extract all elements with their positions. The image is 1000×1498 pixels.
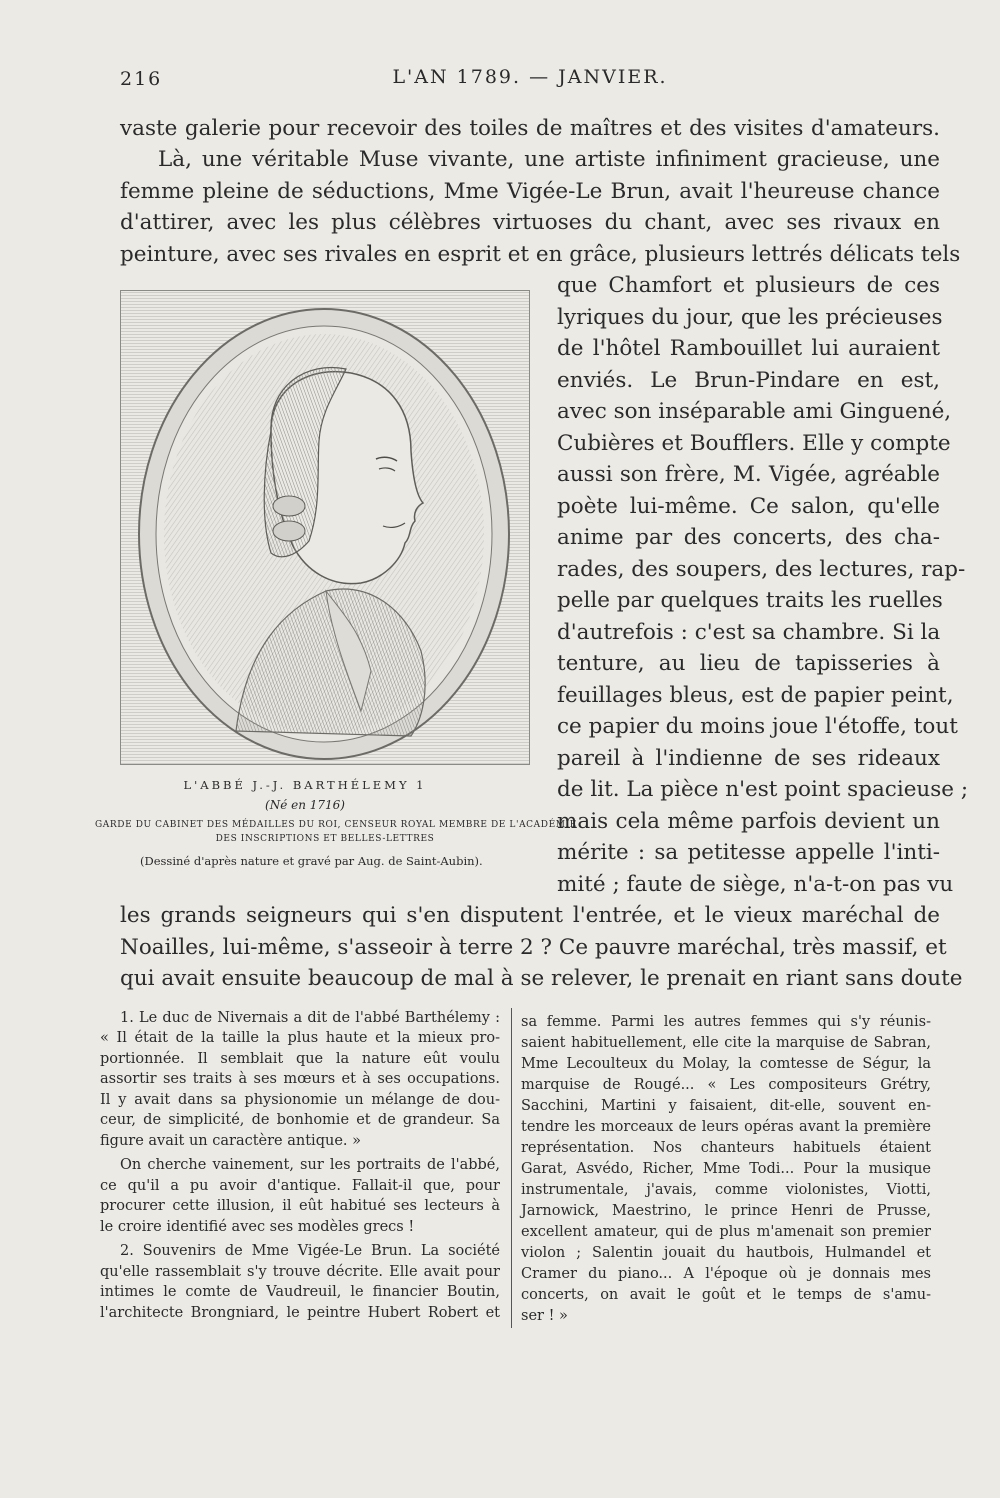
footnote-column-divider [511,1008,512,1328]
body-line: pareil à l'indienne de ses rideaux [557,746,940,771]
body-line: Là, une véritable Muse vivante, une artiste infiniment gracieuse, une [158,147,940,172]
body-line: enviés. Le Brun-Pindare en est, [557,368,940,393]
body-line: peinture, avec ses rivales en esprit et en grâce, plusieurs lettrés délicats tels [120,242,961,267]
footnote-line: excellent amateur, qui de plus m'amenait son premier [521,1224,931,1240]
footnote-line: Jarnowick, Maestrino, le prince Henri de Prusse, [521,1203,931,1219]
footnote-line: instrumentale, j'avais, comme violonistes, Viotti, [521,1182,931,1198]
caption-credit: (Dessiné d'après nature et gravé par Aug. de Saint-Aubin). [140,854,483,868]
caption-line: DES INSCRIPTIONS ET BELLES-LETTRES [215,834,435,844]
footnote-line: 1. Le duc de Nivernais a dit de l'abbé Barthélemy : [120,1010,500,1026]
footnote-line: Sacchini, Martini y faisaient, dit-elle, souvent en- [521,1098,931,1114]
footnote-line: Mme Lecoulteux du Molay, la comtesse de Ségur, la [521,1056,931,1072]
footnote-line: qu'elle rassemblait s'y trouve décrite. Elle avait pour [100,1264,500,1280]
footnote-line: l'architecte Brongniard, le peintre Hubert Robert et [100,1305,500,1321]
body-line: qui avait ensuite beaucoup de mal à se relever, le prenait en riant sans doute [120,966,963,991]
footnote-line: sa femme. Parmi les autres femmes qui s'y réunis- [521,1014,931,1030]
page-number: 216 [120,68,163,90]
footnote-line: ce qu'il a pu avoir d'antique. Fallait-il que, pour [100,1178,500,1194]
body-line: femme pleine de séductions, Mme Vigée-Le Brun, avait l'heureuse chance [120,179,940,204]
body-line: mité ; faute de siège, n'a-t-on pas vu [557,872,954,897]
running-head [120,66,940,96]
body-line: que Chamfort et plusieurs de ces [557,273,940,298]
body-line: les grands seigneurs qui s'en disputent l'entrée, et le vieux maréchal de [120,903,940,928]
body-line: poète lui-même. Ce salon, qu'elle [557,494,940,519]
body-line: feuillages bleus, est de papier peint, [557,683,954,708]
footnote-line: violon ; Salentin jouait du hautbois, Hulmandel et [521,1245,931,1261]
footnote-line: portionnée. Il semblait que la nature eût voulu [100,1051,500,1067]
footnote-line: figure avait un caractère antique. » [100,1133,361,1149]
footnote-line: tendre les morceaux de leurs opéras avant la première [521,1119,931,1135]
caption-born: (Né en 1716) [265,798,345,812]
footnote-line: 2. Souvenirs de Mme Vigée-Le Brun. La société [120,1243,500,1259]
body-line: tenture, au lieu de tapisseries à [557,651,940,676]
running-title: L'AN 1789. — JANVIER. [392,66,668,88]
footnote-line: « Il était de la taille la plus haute et la mieux pro- [100,1030,500,1046]
body-line: vaste galerie pour recevoir des toiles de maîtres et des visites d'amateurs. [120,116,940,141]
body-line: de l'hôtel Rambouillet lui auraient [557,336,940,361]
body-line: Cubières et Boufflers. Elle y compte [557,431,951,456]
footnote-line: marquise de Rougé... « Les compositeurs Grétry, [521,1077,931,1093]
footnote-line: le croire identifié avec ses modèles grecs ! [100,1219,415,1235]
footnote-line: procurer cette illusion, il eût habitué ses lecteurs à [100,1198,500,1214]
footnote-line: représentation. Nos chanteurs habituels étaient [521,1140,931,1156]
footnote-line: saient habituellement, elle cite la marquise de Sabran, [521,1035,931,1051]
body-line: d'attirer, avec les plus célèbres virtuoses du chant, avec ses rivaux en [120,210,940,235]
body-line: ce papier du moins joue l'étoffe, tout [557,714,958,739]
body-line: lyriques du jour, que les précieuses [557,305,943,330]
body-line: anime par des concerts, des cha- [557,525,940,550]
footnote-line: Il y avait dans sa physionomie un mélange de dou- [100,1092,500,1108]
footnote-line: Cramer du piano... A l'époque où je donnais mes [521,1266,931,1282]
footnote-line: intimes le comte de Vaudreuil, le financier Boutin, [100,1284,500,1300]
footnote-line: ceur, de simplicité, de bonhomie et de grandeur. Sa [100,1112,500,1128]
footnote-line: assortir ses traits à ses mœurs et à ses occupations. [100,1071,500,1087]
portrait-engraving [120,290,530,765]
body-line: mérite : sa petitesse appelle l'inti- [557,840,940,865]
caption-line: GARDE DU CABINET DES MÉDAILLES DU ROI, CENSEUR ROYAL MEMBRE DE L'ACADÉMIE [95,820,577,830]
portrait-illustration [121,291,531,766]
body-line: Noailles, lui-même, s'asseoir à terre 2 ? Ce pauvre maréchal, très massif, et [120,935,947,960]
footnote-line: Garat, Asvédo, Richer, Mme Todi... Pour la musique [521,1161,931,1177]
body-line: pelle par quelques traits les ruelles [557,588,943,613]
body-line: aussi son frère, M. Vigée, agréable [557,462,940,487]
footnote-line: ser ! » [521,1308,568,1324]
body-line: avec son inséparable ami Ginguené, [557,399,952,424]
footnote-line: concerts, on avait le goût et le temps de s'amu- [521,1287,931,1303]
body-line: d'autrefois : c'est sa chambre. Si la [557,620,941,645]
footnote-line: On cherche vainement, sur les portraits de l'abbé, [120,1157,500,1173]
body-line: mais cela même parfois devient un [557,809,940,834]
body-line: rades, des soupers, des lectures, rap- [557,557,966,582]
body-line: de lit. La pièce n'est point spacieuse ; [557,777,969,802]
caption-title: L'ABBÉ J.-J. BARTHÉLEMY 1 [183,778,427,792]
